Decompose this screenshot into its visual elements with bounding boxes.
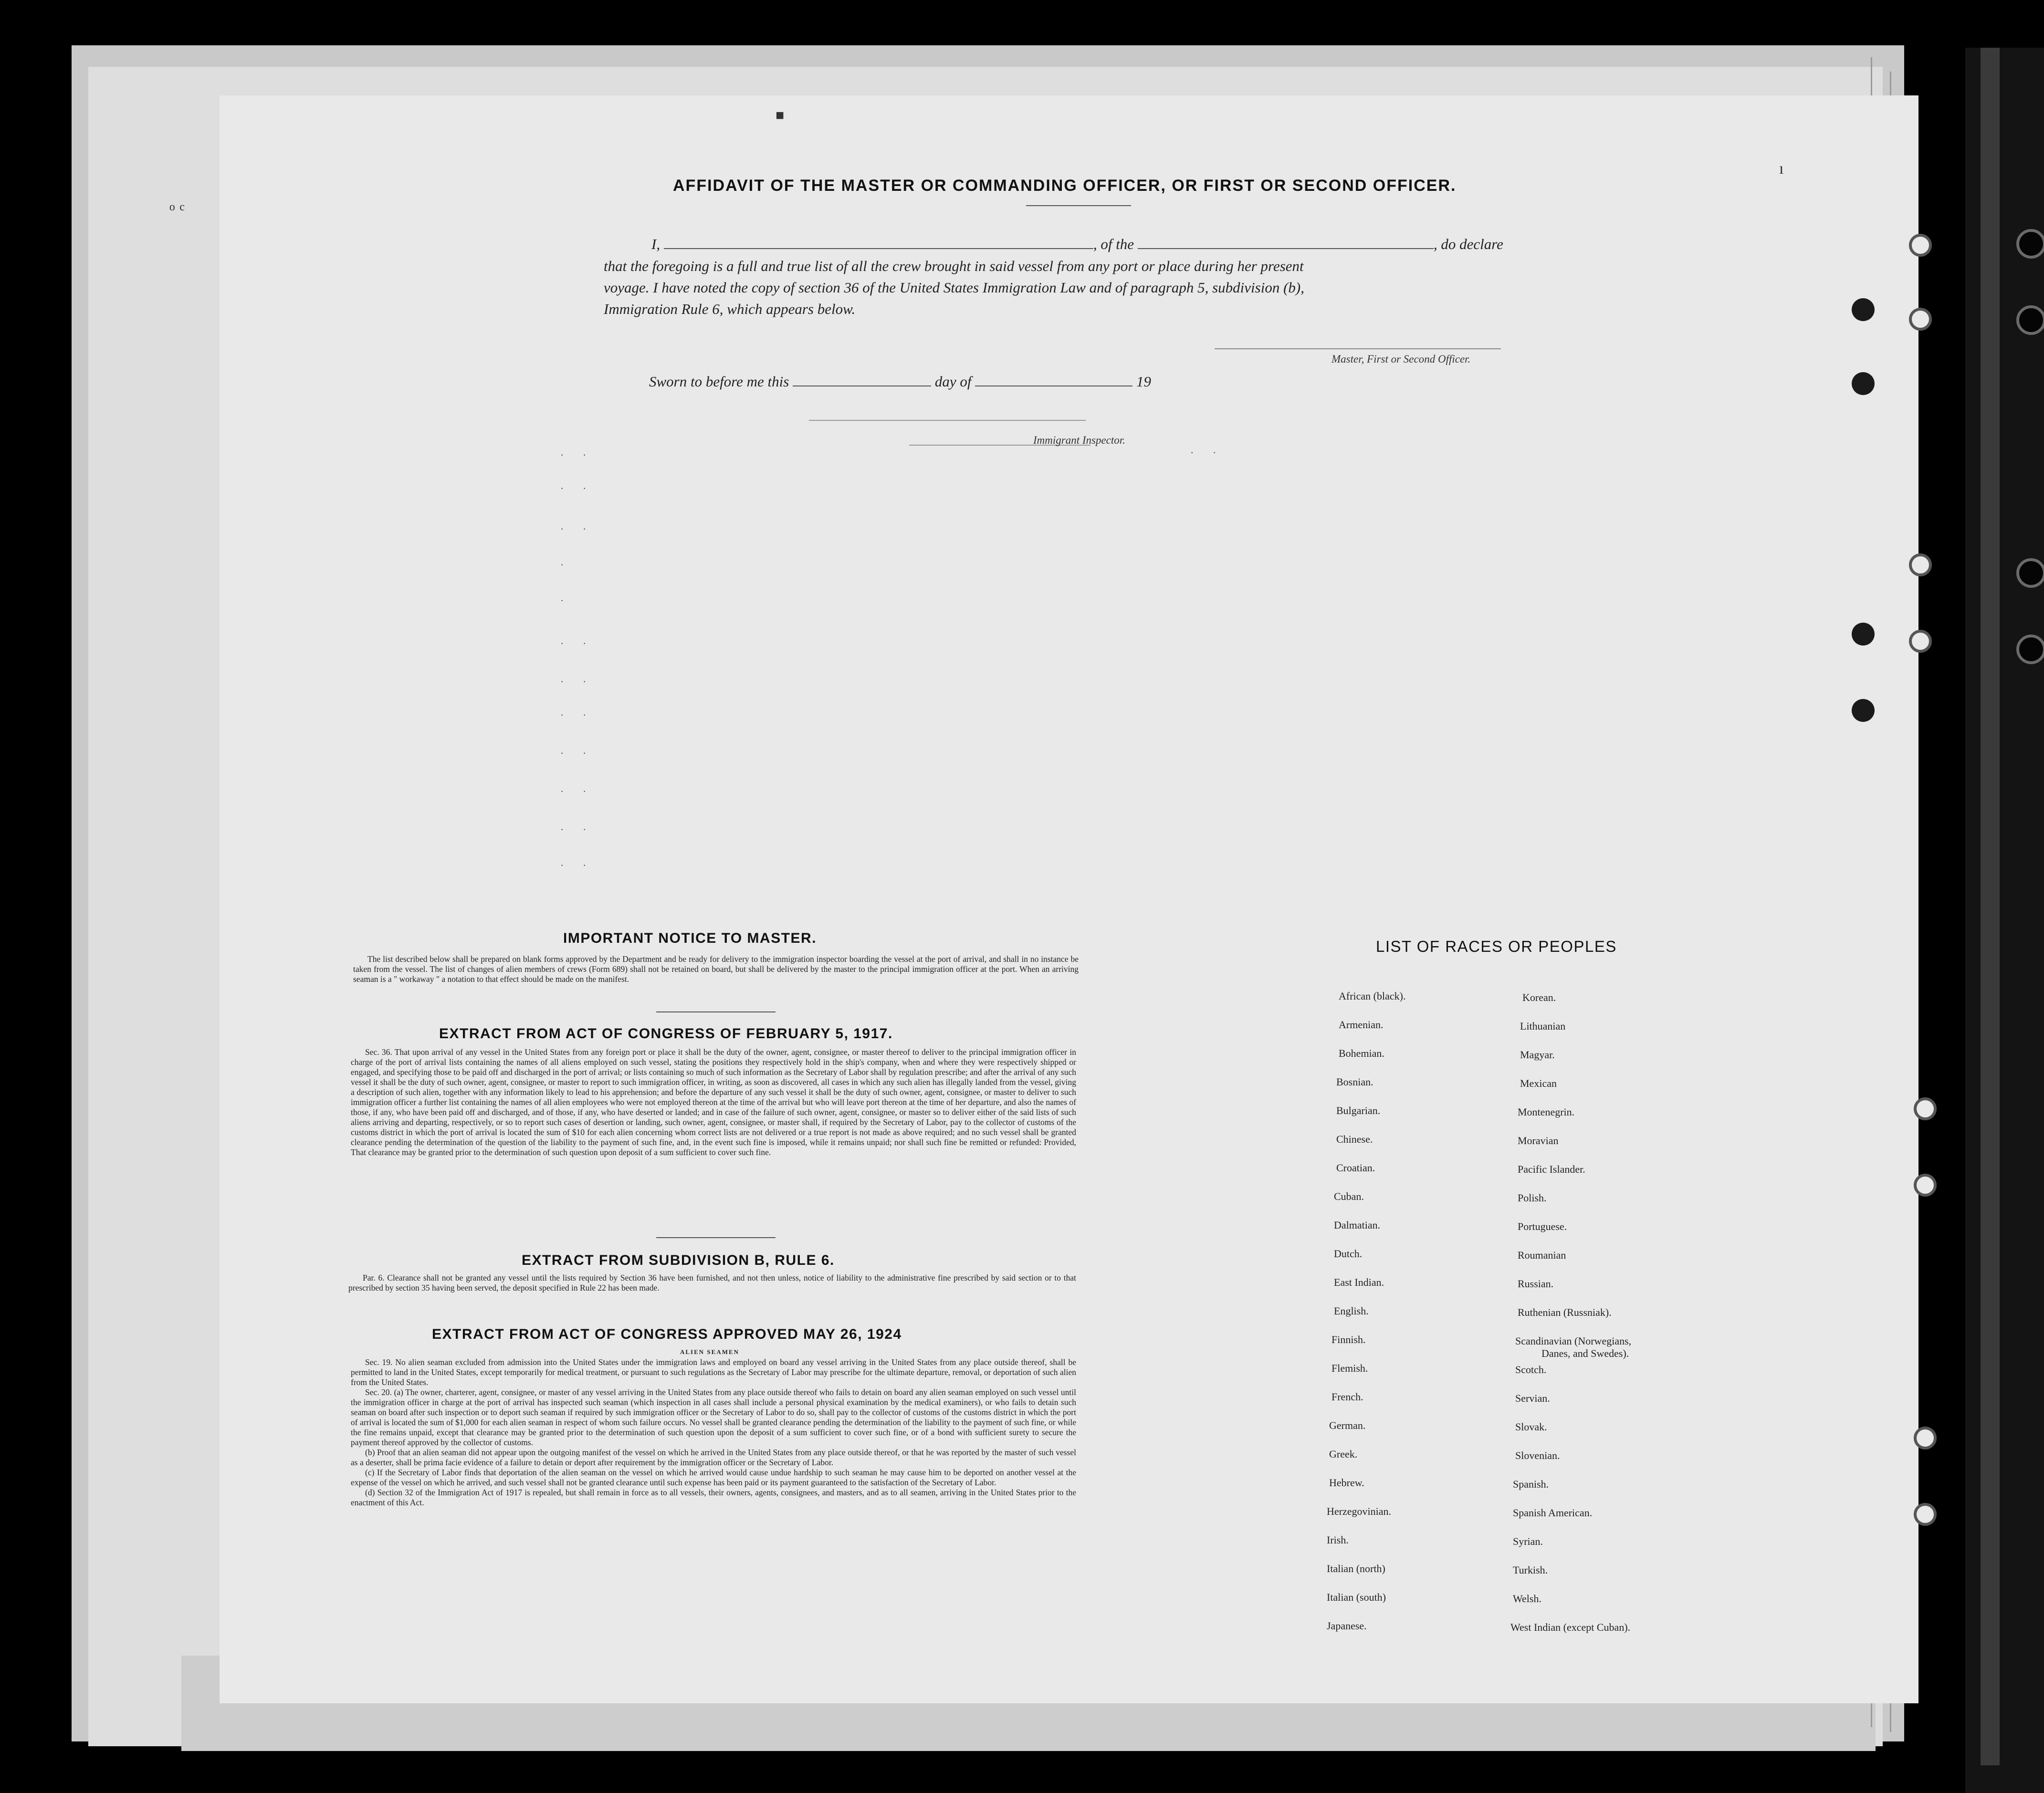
race-item: Slovak. xyxy=(1515,1421,1547,1433)
race-item: Bulgarian. xyxy=(1336,1105,1381,1116)
race-item: Magyar. xyxy=(1520,1049,1555,1061)
margin-handwriting: ᵒ ᶜ xyxy=(169,198,185,220)
race-item: Spanish. xyxy=(1513,1478,1549,1490)
sworn-month-blank[interactable] xyxy=(975,372,1132,386)
punch-hole xyxy=(1852,623,1875,646)
faint-dots: . xyxy=(561,556,572,568)
master-signature-line[interactable] xyxy=(1215,348,1501,349)
race-item: Finnish. xyxy=(1331,1334,1366,1345)
binder-hole xyxy=(2016,558,2044,588)
extract-1917-title: EXTRACT FROM ACT OF CONGRESS OF FEBRUARY 5, 1917. xyxy=(439,1026,893,1042)
sec-20c-paragraph: (c) If the Secretary of Labor finds that deportation of the alien seaman on the vessel on which he arrived would cause undue hardship to such seaman he may cause him to be deported on another vessel at the expense of the vessel on which he arrived, and such vessel shall not be granted clearance until such expense has been paid or its payment guaranteed to the satisfaction of the Secretary of Labor. xyxy=(351,1468,1076,1487)
extract-rule6-title: EXTRACT FROM SUBDIVISION B, RULE 6. xyxy=(522,1252,835,1268)
race-item: Italian (north) xyxy=(1327,1563,1385,1574)
race-item: Servian. xyxy=(1515,1392,1550,1404)
race-item: Mexican xyxy=(1520,1077,1557,1089)
race-item: Syrian. xyxy=(1513,1535,1543,1547)
faint-dots: . . xyxy=(561,673,595,685)
race-item: Bosnian. xyxy=(1336,1076,1373,1088)
race-item: Bohemian. xyxy=(1339,1047,1384,1059)
alien-seamen-subtitle: ALIEN SEAMEN xyxy=(680,1348,740,1355)
race-item: Hebrew. xyxy=(1329,1477,1364,1489)
faint-dots: . xyxy=(561,592,572,604)
inspector-rule-top xyxy=(809,420,1086,421)
sec-20a-paragraph: Sec. 20. (a) The owner, charterer, agent, consignee, or master of any vessel arriving in the United States from any place outside thereof who fails to detain on board any alien seaman employed on such vessel until the immigration officer in charge at the port of arrival has inspected such seaman (which inspection in all cases shall include a personal physical examination by the medical examiners), or who fails to detain such seaman on board after such inspection or to deport such seaman if required by such immigration officer or the Secretary of Labor to do so, shall pay to the collector of customs of the customs district in which the port of arrival is located the sum of $1,000 for each alien seaman in respect of whom such failure occurs. No vessel shall be granted clearance pending the determination of the liability to the payment of such fine, or while the fine remains unpaid, except that clearance may be granted prior to the determination of such question upon the deposit of a sum sufficient to cover such fine, or of a bond with sufficient surety to secure the payment thereof approved by the collector of customs. xyxy=(351,1387,1076,1447)
race-item: Dalmatian. xyxy=(1334,1219,1381,1231)
affidavit-do-declare: , do declare xyxy=(1433,236,1503,252)
affidavit-line-3: voyage. I have noted the copy of section 36 of the United States Immigration Law and of paragraph 5, subdivision (b), xyxy=(604,279,1304,296)
notice-title: IMPORTANT NOTICE TO MASTER. xyxy=(563,930,817,946)
race-item: East Indian. xyxy=(1334,1276,1384,1288)
sec-20b-paragraph: (b) Proof that an alien seaman did not appear upon the outgoing manifest of the vessel on which he arrived in the United States from any place outside thereof, or that he was reported by the master of such vessel as a deserter, shall be prima facie evidence of a failure to detain or deport after requirement by the immigration officer or the Secretary of Labor. xyxy=(351,1448,1076,1467)
race-item: Welsh. xyxy=(1513,1593,1541,1605)
race-item: Herzegovinian. xyxy=(1327,1505,1391,1517)
extract-1924-text xyxy=(351,1357,1076,1508)
race-item: Moravian xyxy=(1518,1135,1559,1147)
race-item: Spanish American. xyxy=(1513,1507,1593,1519)
race-item: Polish. xyxy=(1518,1192,1547,1204)
races-title: LIST OF RACES OR PEOPLES xyxy=(1376,938,1617,955)
faint-dots: . . xyxy=(561,782,595,794)
sworn-day-of: day of xyxy=(934,373,972,390)
race-item: African (black). xyxy=(1339,990,1406,1002)
race-item: Ruthenian (Russniak). xyxy=(1518,1306,1612,1318)
race-item: West Indian (except Cuban). xyxy=(1510,1621,1631,1633)
sec-19-paragraph: Sec. 19. No alien seaman excluded from admission into the United States under the immigration laws and employed on board any vessel arriving in the United States from any place outside thereof, shall be permitted to land in the United States, except temporarily for medical treatment, or pursuant to such regulations as the Secretary of Labor may prescribe for the ultimate departure, removal, or deportation of such alien from the United States. xyxy=(351,1357,1076,1387)
notice-text xyxy=(353,954,1079,984)
affidavit-line-4: Immigration Rule 6, which appears below. xyxy=(604,301,856,317)
punch-hole xyxy=(1914,1503,1937,1526)
sec-20d-paragraph: (d) Section 32 of the Immigration Act of 1917 is repealed, but shall remain in force as to all vessels, their owners, agents, consignees, and masters, and as to all seamen, arriving in the United States prior to the enactment of this Act. xyxy=(351,1488,1076,1507)
vessel-blank[interactable] xyxy=(1138,235,1434,249)
faint-dots: . . xyxy=(561,635,595,646)
faint-dots: . . xyxy=(561,480,595,491)
punch-hole xyxy=(1909,630,1932,653)
faint-dots: . . xyxy=(561,856,595,868)
par-6-paragraph: Par. 6. Clearance shall not be granted any vessel until the lists required by Section 36 have been furnished, and not then unless, notice of liability to the administrative fine prescribed by said section or to that prescribed by section 35 having been served, the deposit specified in Rule 22 has been made. xyxy=(348,1273,1076,1293)
faint-dots: . . xyxy=(561,744,595,756)
binder-hole xyxy=(2016,635,2044,664)
race-item: Greek. xyxy=(1329,1448,1358,1460)
race-item: German. xyxy=(1329,1419,1366,1431)
section-rule xyxy=(656,1011,776,1012)
binder-strip xyxy=(1981,48,2000,1765)
faint-dots: . . xyxy=(561,446,595,458)
punch-hole xyxy=(1914,1427,1937,1449)
race-item: Montenegrin. xyxy=(1518,1106,1575,1118)
punch-hole xyxy=(1909,308,1932,331)
sworn-text: Sworn to before me this xyxy=(649,373,789,390)
punch-hole xyxy=(1852,699,1875,722)
section-rule xyxy=(656,1237,776,1238)
punch-hole xyxy=(1914,1174,1937,1197)
name-blank[interactable] xyxy=(664,235,1093,249)
race-item: Croatian. xyxy=(1336,1162,1375,1174)
punch-hole xyxy=(1852,298,1875,321)
race-item: Armenian. xyxy=(1339,1019,1384,1031)
race-item: French. xyxy=(1331,1391,1363,1403)
affidavit-line-1 xyxy=(651,235,1503,253)
extract-1924-title: EXTRACT FROM ACT OF CONGRESS APPROVED MAY 26, 1924 xyxy=(432,1326,902,1342)
ink-mark: ■ xyxy=(776,107,785,123)
affidavit-title: AFFIDAVIT OF THE MASTER OR COMMANDING OFFICER, OR FIRST OR SECOND OFFICER. xyxy=(673,177,1457,195)
faint-dots: . . xyxy=(1191,444,1225,456)
punch-hole xyxy=(1909,553,1932,576)
race-item: Italian (south) xyxy=(1327,1591,1386,1603)
race-item: Scotch. xyxy=(1515,1364,1547,1376)
sworn-day-blank[interactable] xyxy=(793,372,931,386)
inspector-signature-label: Immigrant Inspector. xyxy=(1033,434,1125,446)
title-rule xyxy=(1026,205,1131,206)
race-item: Turkish. xyxy=(1513,1564,1548,1576)
race-item: Cuban. xyxy=(1334,1190,1364,1202)
sworn-year: 19 xyxy=(1136,373,1151,390)
sworn-line xyxy=(649,372,1151,390)
race-item: Pacific Islander. xyxy=(1518,1163,1585,1175)
extract-1917-text xyxy=(351,1047,1076,1157)
affidavit-of-the: , of the xyxy=(1093,236,1134,252)
faint-dots: . . xyxy=(561,706,595,718)
binder-hole xyxy=(2016,305,2044,335)
race-item: Portuguese. xyxy=(1518,1220,1567,1232)
race-item: Korean. xyxy=(1522,991,1556,1003)
master-signature-label: Master, First or Second Officer. xyxy=(1331,353,1471,365)
race-item: Japanese. xyxy=(1327,1620,1367,1632)
affidavit-line-2: that the foregoing is a full and true list of all the crew brought in said vessel from any port or place during her present xyxy=(604,258,1304,274)
race-item: Roumanian xyxy=(1518,1249,1566,1261)
race-item-continued: Danes, and Swedes). xyxy=(1541,1347,1629,1359)
binder-hole xyxy=(2016,229,2044,259)
race-item: English. xyxy=(1334,1305,1369,1317)
punch-hole xyxy=(1852,372,1875,395)
notice-paragraph: The list described below shall be prepared on blank forms approved by the Department and be ready for delivery to the immigration inspector boarding the vessel at the port of arrival, and shall in no instance be taken from the vessel. The list of changes of alien members of crews (Form 689) shall not be retained on board, but shall be delivered by the master to the principal immigration officer at the port. When an arriving seaman is a " workaway " a notation to that effect should be made on the manifest. xyxy=(353,954,1079,984)
section-36-paragraph: Sec. 36. That upon arrival of any vessel in the United States from any foreign port or place it shall be the duty of the owner, agent, consignee, or master thereof to deliver to the principal immigration officer in charge of the port of arrival lists containing the names of all aliens employed on such vessel, stating the positions they respectively hold in the ship's company, when and where they were respectively shipped or engaged, and specifying those to be paid off and discharged in the port of arrival; or lists containing so much of such information as the Secretary of Labor shall by regulation prescribe; and after the arrival of any such vessel it shall be the duty of such owner, agent, consignee, or master to report to such immigration officer, in writing, as soon as discovered, all cases in which any such alien has illegally landed from the vessel, giving a description of such alien, together with any information likely to lead to his apprehension; and before the departure of any such vessel it shall be the duty of such owner, agent, consignee, or master to deliver to such immigration officer a further list containing the names of all alien employees who were not employed thereon at the time of the arrival but who will leave port thereon at the time of her departure, and also the names of those, if any, who have been paid off and discharged, and of those, if any, who have deserted or landed; and in case of the failure of such owner, agent, consignee, or master so to deliver either of the said lists of such aliens arriving and departing, respectively, or so to report such cases of desertion or landing, such owner, agent, consignee, or master shall, if required by the Secretary of Labor, pay to the collector of customs of the customs district in which the port of arrival is located the sum of $10 for each alien concerning whom correct lists are not delivered or a true report is not made as above required; and no such vessel shall be granted clearance pending the determination of the question of the liability to the payment of such fine, and, in the event such fine is imposed, while it remains unpaid; nor shall such fine be remitted or refunded: Provided, That clearance may be granted prior to the determination of such question upon deposit of a sum sufficient to cover such fine. xyxy=(351,1047,1076,1157)
race-item: Slovenian. xyxy=(1515,1449,1560,1461)
ink-mark: ı xyxy=(1779,160,1784,177)
race-item: Flemish. xyxy=(1331,1362,1368,1374)
punch-hole xyxy=(1909,234,1932,257)
race-item: Lithuanian xyxy=(1520,1020,1566,1032)
race-item: Scandinavian (Norwegians, xyxy=(1515,1335,1632,1347)
punch-hole xyxy=(1914,1097,1937,1120)
faint-dots: . . xyxy=(561,520,595,532)
affidavit-i: I, xyxy=(651,236,660,252)
extract-rule6-text xyxy=(348,1273,1076,1293)
race-item: Irish. xyxy=(1327,1534,1349,1546)
race-item: Dutch. xyxy=(1334,1248,1363,1260)
faint-dots: . . xyxy=(561,821,595,833)
race-item: Chinese. xyxy=(1336,1133,1373,1145)
race-item: Russian. xyxy=(1518,1278,1554,1290)
